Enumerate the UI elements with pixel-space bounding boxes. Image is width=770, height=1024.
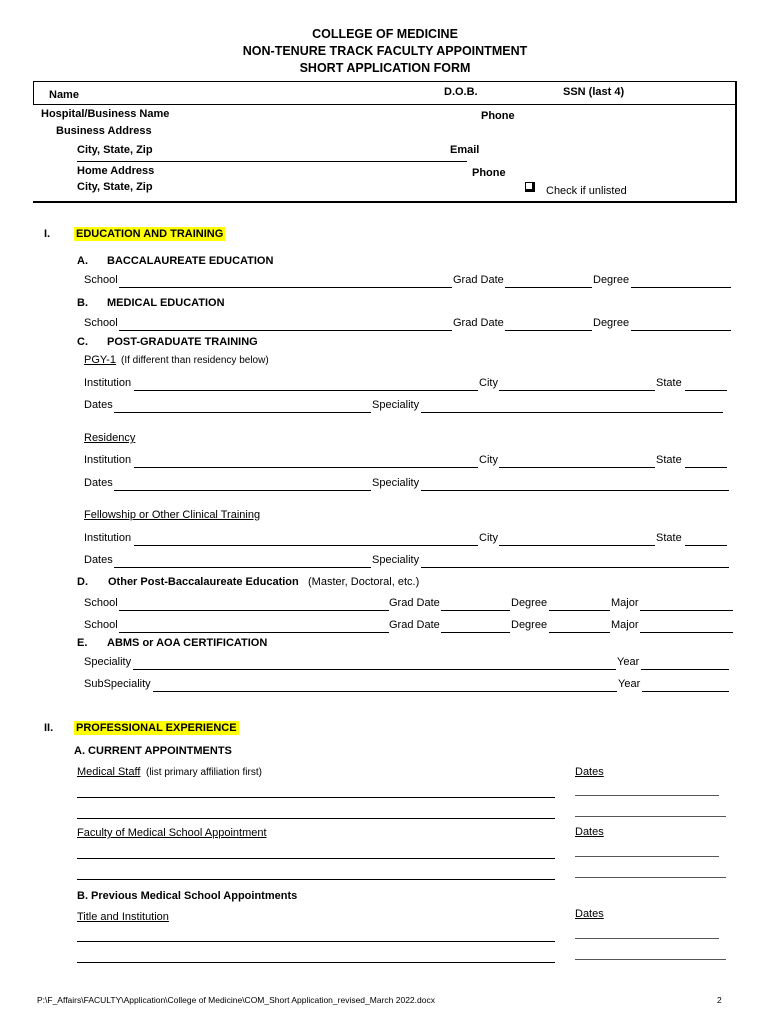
residency-institution-field[interactable] bbox=[134, 467, 478, 468]
fellowship-dates-field[interactable] bbox=[114, 567, 371, 568]
medical-staff-line1[interactable] bbox=[77, 797, 555, 798]
section2-b-title: B. Previous Medical School Appointments bbox=[77, 890, 298, 902]
residency-dates-label: Dates bbox=[84, 477, 113, 489]
previous-dates-line1[interactable] bbox=[575, 938, 719, 939]
footer-file-path: P:\F_Affairs\FACULTY\Application\College of Medicine\COM_Short Application_revised_March 2022.docx bbox=[37, 995, 435, 1005]
bacc-degree-label: Degree bbox=[593, 274, 630, 286]
fellowship-speciality-label: Speciality bbox=[372, 554, 420, 566]
other-degree2-label: Degree bbox=[511, 619, 548, 631]
name-label[interactable]: Name bbox=[49, 89, 79, 101]
med-school-field[interactable] bbox=[119, 330, 452, 331]
fellowship-institution-label: Institution bbox=[84, 532, 132, 544]
residency-speciality-field[interactable] bbox=[421, 490, 729, 491]
other-major2-field[interactable] bbox=[640, 632, 733, 633]
unlisted-checkbox[interactable] bbox=[525, 182, 535, 192]
residency-city-field[interactable] bbox=[499, 467, 655, 468]
personal-box-left bbox=[33, 81, 34, 105]
cert-year2-field[interactable] bbox=[642, 691, 729, 692]
section1-title: EDUCATION AND TRAINING bbox=[76, 228, 224, 240]
personal-box-top bbox=[33, 81, 736, 82]
pgy1-note: (If different than residency below) bbox=[121, 355, 269, 366]
personal-box-bottom bbox=[33, 201, 736, 203]
faculty-dates-line2[interactable] bbox=[575, 877, 726, 878]
residency-heading: Residency bbox=[84, 432, 136, 444]
business-city-state-zip-label[interactable]: City, State, Zip bbox=[77, 144, 153, 156]
pgy-city-label: City bbox=[479, 377, 498, 389]
other-school1-label: School bbox=[84, 597, 118, 609]
section2-a-title: A. CURRENT APPOINTMENTS bbox=[74, 745, 232, 757]
other-degree1-field[interactable] bbox=[549, 610, 610, 611]
pgy-dates-label: Dates bbox=[84, 399, 113, 411]
section1-e-letter: E. bbox=[77, 637, 88, 649]
personal-box-divider bbox=[33, 104, 736, 105]
form-title-line1: COLLEGE OF MEDICINE bbox=[312, 27, 458, 41]
medical-staff-dates-line2[interactable] bbox=[575, 816, 726, 817]
section2-numeral: II. bbox=[44, 722, 54, 734]
address-separator bbox=[77, 161, 467, 162]
section2-title: PROFESSIONAL EXPERIENCE bbox=[76, 722, 237, 734]
faculty-dates-label: Dates bbox=[575, 826, 604, 838]
cert-subspeciality-field[interactable] bbox=[153, 691, 617, 692]
residency-city-label: City bbox=[479, 454, 498, 466]
bacc-school-label: School bbox=[84, 274, 118, 286]
form-title-line2: NON-TENURE TRACK FACULTY APPOINTMENT bbox=[242, 44, 528, 58]
med-grad-date-label: Grad Date bbox=[453, 317, 504, 329]
previous-line1[interactable] bbox=[77, 941, 555, 942]
faculty-dates-line1[interactable] bbox=[575, 856, 719, 857]
title-institution-heading: Title and Institution bbox=[77, 911, 169, 923]
section1-e-title: ABMS or AOA CERTIFICATION bbox=[107, 637, 268, 649]
footer-page-number: 2 bbox=[717, 995, 722, 1005]
pgy-city-field[interactable] bbox=[499, 390, 655, 391]
other-grad-date2-label: Grad Date bbox=[389, 619, 440, 631]
residency-institution-label: Institution bbox=[84, 454, 132, 466]
faculty-heading: Faculty of Medical School Appointment bbox=[77, 827, 267, 839]
fellowship-state-field[interactable] bbox=[685, 545, 727, 546]
section1-d-letter: D. bbox=[77, 576, 88, 588]
cert-subspeciality-label: SubSpeciality bbox=[84, 678, 151, 690]
home-phone-label[interactable]: Phone bbox=[472, 167, 506, 179]
cert-year1-label: Year bbox=[617, 656, 640, 668]
personal-box-right bbox=[735, 81, 737, 203]
other-school1-field[interactable] bbox=[119, 610, 389, 611]
fellowship-city-field[interactable] bbox=[499, 545, 655, 546]
fellowship-dates-label: Dates bbox=[84, 554, 113, 566]
med-grad-date-field[interactable] bbox=[505, 330, 592, 331]
other-grad-date1-field[interactable] bbox=[441, 610, 510, 611]
med-degree-label: Degree bbox=[593, 317, 630, 329]
hospital-label[interactable]: Hospital/Business Name bbox=[41, 108, 170, 120]
pgy-state-field[interactable] bbox=[685, 390, 727, 391]
medical-staff-dates-label: Dates bbox=[575, 766, 604, 778]
section1-a-letter: A. bbox=[77, 255, 88, 267]
pgy-speciality-label: Speciality bbox=[372, 399, 420, 411]
home-city-state-zip-label[interactable]: City, State, Zip bbox=[77, 181, 153, 193]
faculty-line1[interactable] bbox=[77, 858, 555, 859]
previous-dates-label: Dates bbox=[575, 908, 604, 920]
other-grad-date2-field[interactable] bbox=[441, 632, 510, 633]
previous-dates-line2[interactable] bbox=[575, 959, 726, 960]
ssn-label[interactable]: SSN (last 4) bbox=[563, 86, 625, 98]
section1-b-letter: B. bbox=[77, 297, 88, 309]
bacc-school-field[interactable] bbox=[119, 287, 452, 288]
section1-d-note: (Master, Doctoral, etc.) bbox=[308, 576, 420, 588]
other-major1-label: Major bbox=[611, 597, 639, 609]
faculty-line2[interactable] bbox=[77, 879, 555, 880]
cert-speciality-field[interactable] bbox=[133, 669, 616, 670]
section1-c-letter: C. bbox=[77, 336, 88, 348]
bacc-grad-date-label: Grad Date bbox=[453, 274, 504, 286]
other-major2-label: Major bbox=[611, 619, 639, 631]
cert-year2-label: Year bbox=[618, 678, 641, 690]
fellowship-city-label: City bbox=[479, 532, 498, 544]
section1-a-title: BACCALAUREATE EDUCATION bbox=[107, 255, 274, 267]
fellowship-heading: Fellowship or Other Clinical Training bbox=[84, 509, 261, 521]
section1-d-title: Other Post-Baccalaureate Education bbox=[108, 576, 299, 588]
medical-staff-dates-line1[interactable] bbox=[575, 795, 719, 796]
form-title-line3: SHORT APPLICATION FORM bbox=[299, 61, 471, 75]
pgy-speciality-field[interactable] bbox=[421, 412, 723, 413]
cert-speciality-label: Speciality bbox=[84, 656, 132, 668]
section1-c-title: POST-GRADUATE TRAINING bbox=[107, 336, 258, 348]
medical-staff-line2[interactable] bbox=[77, 818, 555, 819]
fellowship-state-label: State bbox=[656, 532, 682, 544]
other-major1-field[interactable] bbox=[640, 610, 733, 611]
email-label[interactable]: Email bbox=[450, 144, 480, 156]
pgy-dates-field[interactable] bbox=[114, 412, 371, 413]
business-address-label[interactable]: Business Address bbox=[56, 125, 152, 137]
other-school2-field[interactable] bbox=[119, 632, 389, 633]
dob-label[interactable]: D.O.B. bbox=[444, 86, 478, 98]
residency-dates-field[interactable] bbox=[114, 490, 371, 491]
pgy1-heading: PGY-1 bbox=[84, 354, 117, 366]
business-phone-label[interactable]: Phone bbox=[481, 110, 515, 122]
other-school2-label: School bbox=[84, 619, 118, 631]
other-degree2-field[interactable] bbox=[549, 632, 610, 633]
med-school-label: School bbox=[84, 317, 118, 329]
home-address-label[interactable]: Home Address bbox=[77, 165, 155, 177]
unlisted-label: Check if unlisted bbox=[546, 185, 627, 197]
fellowship-institution-field[interactable] bbox=[134, 545, 478, 546]
medical-staff-note: (list primary affiliation first) bbox=[146, 767, 262, 778]
section1-numeral: I. bbox=[44, 228, 51, 240]
bacc-grad-date-field[interactable] bbox=[505, 287, 592, 288]
residency-state-field[interactable] bbox=[685, 467, 727, 468]
fellowship-speciality-field[interactable] bbox=[421, 567, 729, 568]
other-grad-date1-label: Grad Date bbox=[389, 597, 440, 609]
residency-state-label: State bbox=[656, 454, 682, 466]
pgy-institution-label: Institution bbox=[84, 377, 132, 389]
previous-line2[interactable] bbox=[77, 962, 555, 963]
pgy-institution-field[interactable] bbox=[134, 390, 478, 391]
other-degree1-label: Degree bbox=[511, 597, 548, 609]
bacc-degree-field[interactable] bbox=[631, 287, 731, 288]
residency-speciality-label: Speciality bbox=[372, 477, 420, 489]
section1-b-title: MEDICAL EDUCATION bbox=[107, 297, 225, 309]
medical-staff-heading: Medical Staff bbox=[77, 766, 141, 778]
cert-year1-field[interactable] bbox=[641, 669, 729, 670]
med-degree-field[interactable] bbox=[631, 330, 731, 331]
pgy-state-label: State bbox=[656, 377, 682, 389]
